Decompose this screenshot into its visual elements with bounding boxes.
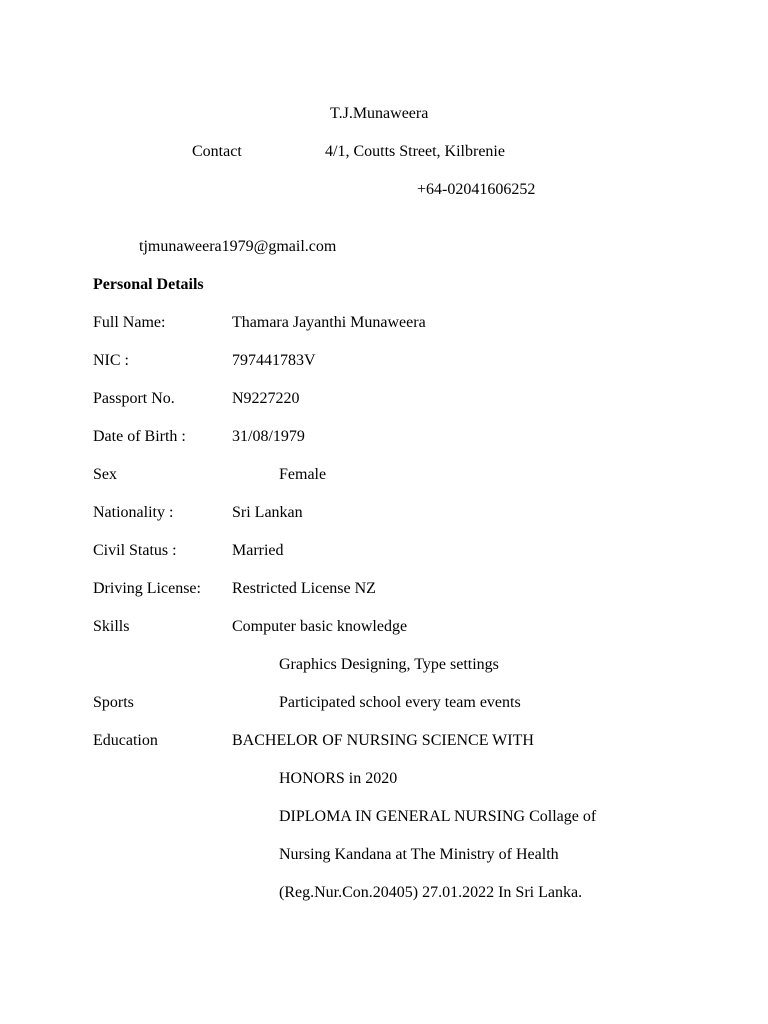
skills-label: Skills [93, 618, 130, 635]
nic-label: NIC : [93, 352, 129, 369]
full-name-label: Full Name: [93, 314, 166, 331]
sports-value: Participated school every team events [279, 694, 521, 711]
education-line: BACHELOR OF NURSING SCIENCE WITH [232, 732, 534, 749]
education-label: Education [93, 732, 158, 749]
contact-email: tjmunaweera1979@gmail.com [139, 238, 337, 255]
contact-address: 4/1, Coutts Street, Kilbrenie [325, 143, 505, 160]
civil-status-label: Civil Status : [93, 542, 177, 559]
full-name-value: Thamara Jayanthi Munaweera [232, 314, 426, 331]
education-line: (Reg.Nur.Con.20405) 27.01.2022 In Sri Lanka. [279, 884, 583, 901]
skills-line: Graphics Designing, Type settings [279, 656, 499, 673]
nic-value: 797441783V [232, 352, 316, 369]
document-title: T.J.Munaweera [330, 105, 429, 122]
driving-license-value: Restricted License NZ [232, 580, 376, 597]
dob-value: 31/08/1979 [232, 428, 305, 445]
driving-license-label: Driving License: [93, 580, 201, 597]
skills-line: Computer basic knowledge [232, 618, 408, 635]
contact-phone: +64-02041606252 [417, 181, 536, 198]
sex-value: Female [279, 466, 327, 483]
civil-status-value: Married [232, 542, 284, 559]
education-line: HONORS in 2020 [279, 770, 398, 787]
passport-value: N9227220 [232, 390, 300, 407]
sports-label: Sports [93, 694, 134, 711]
personal-details-heading: Personal Details [93, 276, 204, 293]
passport-label: Passport No. [93, 390, 175, 407]
education-line: DIPLOMA IN GENERAL NURSING Collage of [279, 808, 597, 825]
nationality-label: Nationality : [93, 504, 174, 521]
nationality-value: Sri Lankan [232, 504, 303, 521]
sex-label: Sex [93, 466, 117, 483]
contact-label: Contact [192, 143, 242, 160]
dob-label: Date of Birth : [93, 428, 186, 445]
education-line: Nursing Kandana at The Ministry of Health [279, 846, 559, 863]
